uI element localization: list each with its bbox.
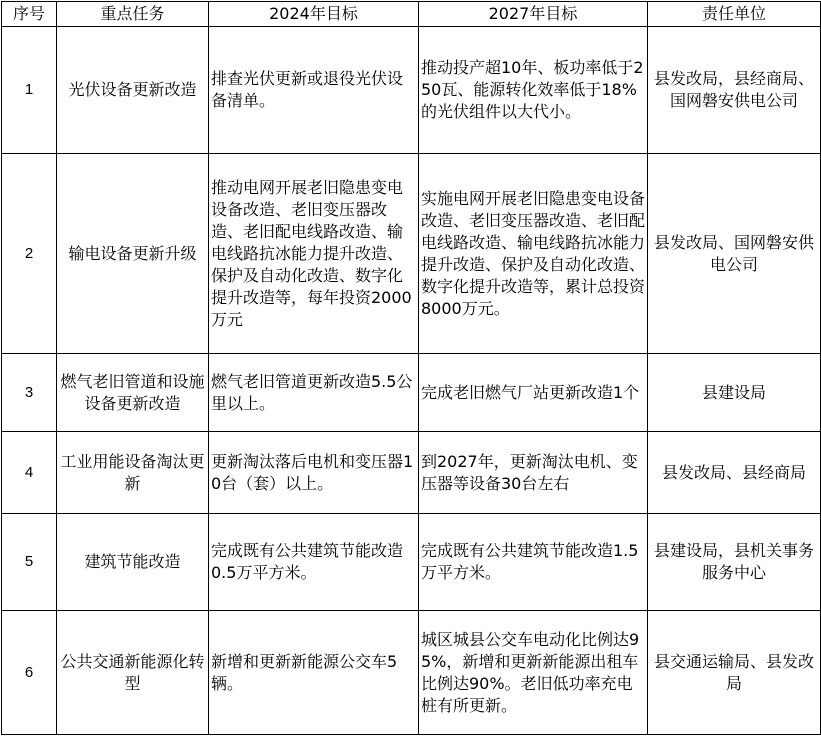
- row-no: 6: [2, 611, 57, 735]
- row-goal-2024: 燃气老旧管道更新改造5.5公里以上。: [209, 354, 419, 432]
- row-goal-2027: 实施电网开展老旧隐患变电设备改造、老旧变压器改造、老旧配电线路改造、输电线路抗冰能力提升改造、保护及自动化改造、数字化提升改造等，累计总投资8000万元。: [419, 154, 648, 354]
- table-row: [2, 432, 821, 514]
- row-goal-2024: 新增和更新新能源公交车5辆。: [209, 611, 419, 735]
- row-goal-2024: 完成既有公共建筑节能改造0.5万平方米。: [209, 514, 419, 611]
- row-unit: 县发改局、县经商局: [648, 432, 821, 514]
- table-row: [2, 354, 821, 432]
- row-goal-2027: 推动投产超10年、板功率低于250瓦、能源转化效率低于18%的光伏组件以大代小。: [419, 27, 648, 154]
- row-goal-2027: 完成老旧燃气厂站更新改造1个: [419, 354, 648, 432]
- row-goal-2027: 到2027年，更新淘汰电机、变压器等设备30台左右: [419, 432, 648, 514]
- row-task: 建筑节能改造: [57, 514, 209, 611]
- row-goal-2024: 推动电网开展老旧隐患变电设备改造、老旧变压器改造、老旧配电线路改造、输电线路抗冰能力提升改造、保护及自动化改造、数字化提升改造等，每年投资2000万元: [209, 154, 419, 354]
- table-row: [2, 27, 821, 154]
- row-task: 工业用能设备淘汰更新: [57, 432, 209, 514]
- row-task: 光伏设备更新改造: [57, 27, 209, 154]
- table-row: [2, 611, 821, 735]
- row-task: 燃气老旧管道和设施设备更新改造: [57, 354, 209, 432]
- row-no: 4: [2, 432, 57, 514]
- table-row: [2, 514, 821, 611]
- row-unit: 县交通运输局、县发改局: [648, 611, 821, 735]
- row-no: 1: [2, 27, 57, 154]
- row-task: 公共交通新能源化转型: [57, 611, 209, 735]
- row-no: 5: [2, 514, 57, 611]
- header-goal-2027: 2027年目标: [419, 2, 648, 27]
- row-unit: 县发改局、国网磐安供电公司: [648, 154, 821, 354]
- header-goal-2024: 2024年目标: [209, 2, 419, 27]
- row-goal-2024: 排查光伏更新或退役光伏设备清单。: [209, 27, 419, 154]
- targets-table: [1, 1, 821, 735]
- row-unit: 县发改局，县经商局、国网磐安供电公司: [648, 27, 821, 154]
- header-no: 序号: [2, 2, 57, 27]
- header-task: 重点任务: [57, 2, 209, 27]
- header-unit: 责任单位: [648, 2, 821, 27]
- row-unit: 县建设局，县机关事务服务中心: [648, 514, 821, 611]
- row-goal-2027: 城区城县公交车电动化比例达95%，新增和更新新能源出租车比例达90%。老旧低功率充电桩有所更新。: [419, 611, 648, 735]
- row-goal-2024: 更新淘汰落后电机和变压器10台（套）以上。: [209, 432, 419, 514]
- row-task: 输电设备更新升级: [57, 154, 209, 354]
- row-unit: 县建设局: [648, 354, 821, 432]
- header-row: [2, 2, 821, 27]
- row-goal-2027: 完成既有公共建筑节能改造1.5万平方米。: [419, 514, 648, 611]
- table-row: [2, 154, 821, 354]
- row-no: 3: [2, 354, 57, 432]
- row-no: 2: [2, 154, 57, 354]
